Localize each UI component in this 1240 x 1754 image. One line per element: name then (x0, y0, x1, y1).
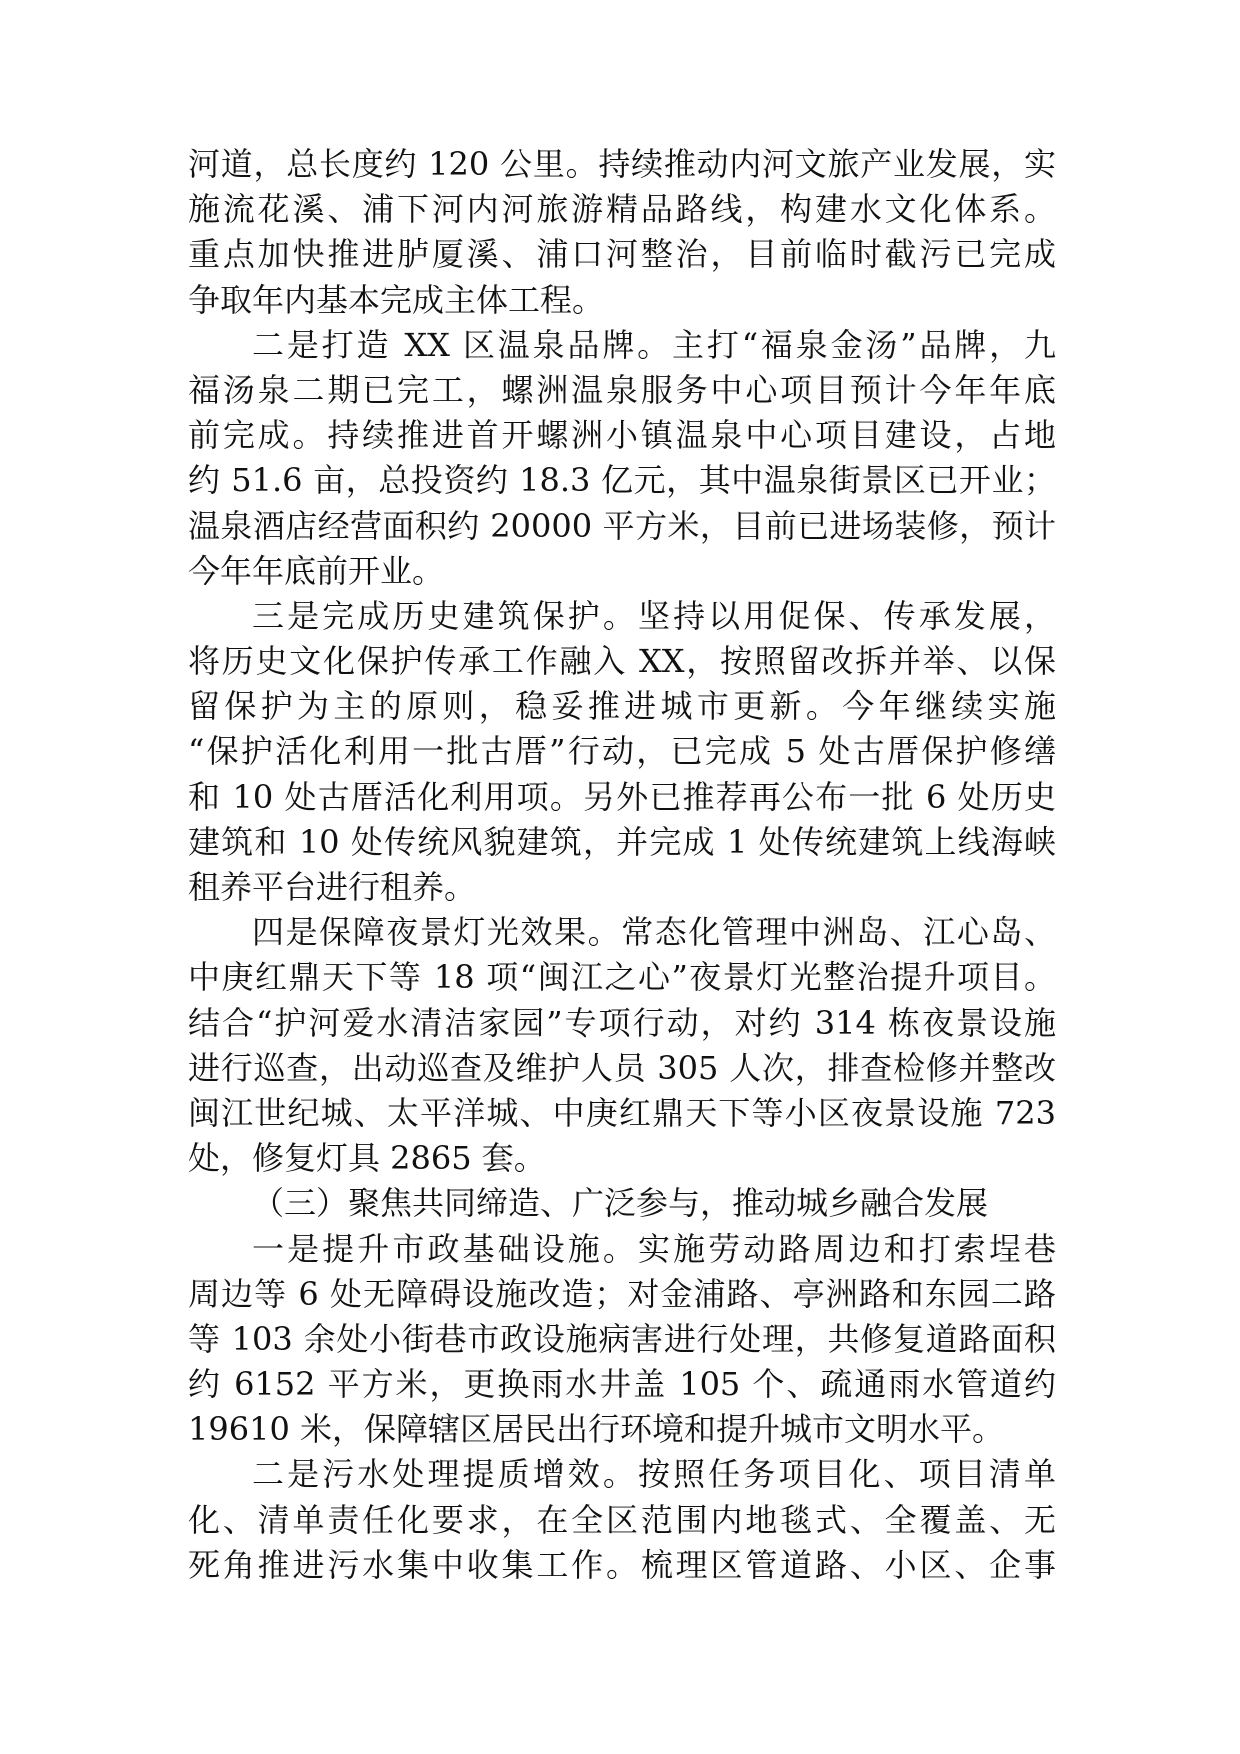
text-line: 租养平台进行租养。 (188, 868, 477, 906)
paragraph-first-line: 一是提升市政基础设施。实施劳动路周边和打索埕巷 (252, 1229, 1056, 1268)
paragraph-first-line: 四是保障夜景灯光效果。常态化管理中洲岛、江心岛、 (252, 913, 1056, 952)
text-line: 将历史文化保护传承工作融入 XX，按照留改拆并举、以保 (188, 642, 1056, 681)
text-line: 19610 米，保障辖区居民出行环境和提升城市文明水平。 (188, 1410, 1004, 1449)
paragraph-first-line: 二是污水处理提质增效。按照任务项目化、项目清单 (252, 1455, 1056, 1494)
paragraph-first-line: 三是完成历史建筑保护。坚持以用促保、传承发展， (252, 596, 1056, 635)
text-line: 死角推进污水集中收集工作。梳理区管道路、小区、企事 (188, 1545, 1056, 1584)
paragraph-first-line: 二是打造 XX 区温泉品牌。主打“福泉金汤”品牌，九 (252, 325, 1056, 364)
text-line: 福汤泉二期已完工，螺洲温泉服务中心项目预计今年年底 (188, 370, 1056, 409)
text-line: 闽江世纪城、太平洋城、中庚红鼎天下等小区夜景设施 723 (188, 1093, 1056, 1132)
text-line: 和 10 处古厝活化利用项。另外已推荐再公布一批 6 处历史 (188, 777, 1056, 816)
text-line: 约 51.6 亩，总投资约 18.3 亿元，其中温泉街景区已开业； (188, 461, 1056, 500)
text-line: 结合“护河爱水清洁家园”专项行动，对约 314 栋夜景设施 (188, 1003, 1056, 1042)
text-line: 重点加快推进胪厦溪、浦口河整治，目前临时截污已完成 (188, 235, 1056, 274)
text-line: 今年年底前开业。 (188, 551, 445, 590)
text-line: 中庚红鼎天下等 18 项“闽江之心”夜景灯光整治提升项目。 (188, 958, 1056, 997)
text-line: 施流花溪、浦下河内河旅游精品路线，构建水文化体系。 (188, 190, 1056, 229)
text-line: 周边等 6 处无障碍设施改造；对金浦路、亭洲路和东园二路 (188, 1274, 1056, 1313)
section-heading: （三）聚焦共同缔造、广泛参与，推动城乡融合发展 (252, 1184, 989, 1223)
text-line: 前完成。持续推进首开螺洲小镇温泉中心项目建设，占地 (188, 416, 1056, 455)
text-line: 进行巡查，出动巡查及维护人员 305 人次，排查检修并整改 (188, 1048, 1056, 1087)
text-line: 等 103 余处小街巷市政设施病害进行处理，共修复道路面积 (188, 1319, 1056, 1358)
text-line: 化、清单责任化要求，在全区范围内地毯式、全覆盖、无 (188, 1500, 1056, 1539)
text-line: 争取年内基本完成主体工程。 (188, 280, 605, 319)
text-line: 建筑和 10 处传统风貌建筑，并完成 1 处传统建筑上线海峡 (188, 822, 1056, 861)
text-line: “保护活化利用一批古厝”行动，已完成 5 处古厝保护修缮 (188, 732, 1056, 771)
document-page (188, 142, 1056, 1588)
text-line: 留保护为主的原则，稳妥推进城市更新。今年继续实施 (188, 687, 1056, 726)
text-line: 约 6152 平方米，更换雨水井盖 105 个、疏通雨水管道约 (188, 1365, 1056, 1404)
text-line: 处，修复灯具 2865 套。 (188, 1139, 546, 1178)
text-line: 温泉酒店经营面积约 20000 平方米，目前已进场装修，预计 (188, 506, 1056, 545)
text-line: 河道，总长度约 120 公里。持续推动内河文旅产业发展，实 (188, 145, 1056, 183)
